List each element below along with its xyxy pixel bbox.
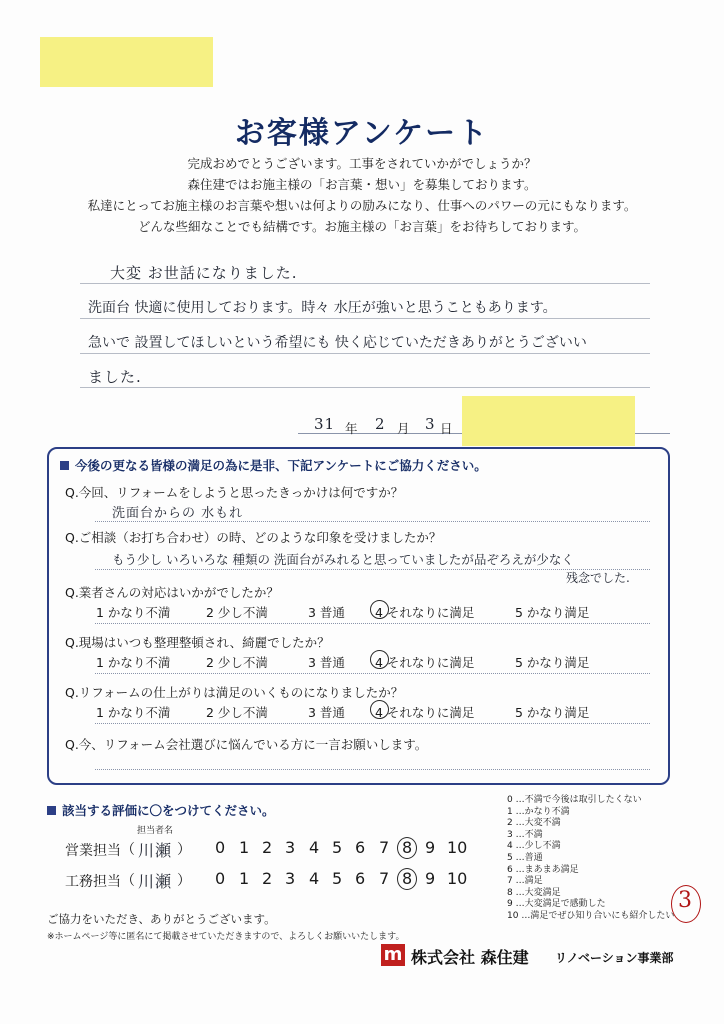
intro-line: どんな些細なことでも結構です。お施主様の「お言葉」をお待ちしております。 — [137, 219, 586, 234]
answer-2-line-1: もう少し いろいろな 種類の 洗面台がみれると思っていましたが品ぞろえが少なく — [112, 552, 574, 567]
option-5[interactable]: 5 かなり満足 — [515, 705, 590, 720]
scale-digit[interactable]: 10 — [447, 869, 468, 888]
option-3[interactable]: 3 普通 — [308, 705, 345, 720]
option-4[interactable]: 4 それなりに満足 — [375, 705, 475, 720]
sales-scale — [215, 838, 475, 860]
sticky-note-name — [462, 396, 635, 446]
comment-rule — [80, 283, 650, 284]
comment-line: 急いで 設置してほしいという希望にも 快く応じていただきありがとうございい — [88, 335, 587, 351]
scale-digit[interactable]: 1 — [239, 838, 250, 857]
question-6: Q.今、リフォーム会社選びに悩んでいる方に一言お願いします。 — [65, 737, 428, 752]
intro-line: 森住建ではお施主様の「お言葉・想い」を募集しております。 — [187, 177, 537, 192]
answer-line — [95, 521, 650, 522]
staff-name: 川瀬 — [138, 872, 173, 891]
rating-heading-text: 該当する評価に〇をつけてください。 — [62, 803, 275, 818]
date-day: 3 — [425, 415, 436, 433]
person-label: 担当者名 — [137, 826, 174, 836]
paren-open: （ — [121, 842, 135, 858]
scale-digit[interactable]: 2 — [262, 838, 273, 857]
date-year-label: 年 — [345, 421, 358, 436]
survey-heading-text: 今後の更なる皆様の満足の為に是非、下記アンケートにご協力ください。 — [75, 458, 487, 473]
options-line — [95, 723, 650, 724]
sticky-note-top — [40, 37, 213, 87]
paren-open: （ — [121, 873, 135, 889]
legend-item: 7 …満足 — [507, 876, 543, 887]
rating-heading — [47, 801, 275, 819]
legend-item: 2 …大変不満 — [507, 818, 561, 829]
rating-legend — [507, 795, 674, 923]
intro-line: 完成おめでとうございます。工事をされていかがでしょうか？ — [187, 156, 537, 171]
scale-digit[interactable]: 3 — [285, 838, 296, 857]
selected-option-circle — [370, 700, 389, 719]
selected-rating-circle — [397, 868, 417, 890]
option-4[interactable]: 4 それなりに満足 — [375, 655, 475, 670]
comment-rule — [80, 353, 650, 354]
answer-1: 洗面台からの 水もれ — [112, 506, 244, 521]
option-2[interactable]: 2 少し不満 — [206, 605, 268, 620]
question-4: Q.現場はいつも整理整頓され、綺麗でしたか？ — [65, 635, 330, 650]
question-2: Q.ご相談（お打ち合わせ）の時、どのような印象を受けましたか？ — [65, 530, 442, 545]
staff-name: 川瀬 — [138, 841, 173, 860]
selected-option-circle — [370, 600, 389, 619]
legend-item: 10 …満足でぜひ知り合いにも紹介したい — [507, 910, 675, 921]
question-1: Q.今回、リフォームをしようと思ったきっかけは何ですか？ — [65, 485, 404, 500]
legend-item: 6 …まあまあ満足 — [507, 864, 579, 875]
scale-digit[interactable]: 6 — [355, 869, 366, 888]
legend-item: 4 …少し不満 — [507, 841, 561, 852]
paren-close: ） — [177, 873, 191, 889]
intro-line: 私達にとってお施主様のお言葉や想いは何よりの励みになり、仕事へのパワーの元にもなります。 — [87, 198, 637, 213]
scale-digit[interactable]: 4 — [309, 869, 320, 888]
scale-digit[interactable]: 5 — [332, 869, 343, 888]
options-line — [95, 673, 650, 674]
comment-rule — [80, 387, 650, 388]
thanks-text: ご協力をいただき、ありがとうございます。 — [47, 912, 276, 926]
department-name: リノベーション事業部 — [555, 951, 674, 965]
scale-digit[interactable]: 0 — [215, 869, 226, 888]
survey-heading — [60, 456, 487, 474]
scale-digit[interactable]: 7 — [379, 869, 390, 888]
paren-close: ） — [177, 842, 191, 858]
legend-item: 9 …大変満足で感動した — [507, 899, 606, 910]
legend-item: 5 …普通 — [507, 852, 543, 863]
date-year: 31 — [314, 415, 336, 433]
scale-digit[interactable]: 3 — [285, 869, 296, 888]
scale-digit[interactable]: 9 — [425, 869, 436, 888]
rating-row-label: 営業担当 — [65, 843, 121, 859]
answer-line — [95, 769, 650, 770]
option-2[interactable]: 2 少し不満 — [206, 655, 268, 670]
question-3: Q.業者さんの対応はいかがでしたか？ — [65, 585, 279, 600]
selected-rating-circle — [397, 837, 417, 859]
construction-scale — [215, 869, 475, 891]
corner-mark: 3 — [678, 888, 693, 913]
answer-2-line-2: 残念でした. — [566, 571, 630, 585]
square-bullet-icon — [60, 461, 69, 470]
scale-digit[interactable]: 8 — [402, 838, 413, 857]
scale-digit[interactable]: 4 — [309, 838, 320, 857]
legend-item: 0 …不満で今後は取引したくない — [507, 795, 642, 805]
date-day-label: 日 — [440, 421, 453, 436]
date-month: 2 — [375, 415, 386, 433]
option-5[interactable]: 5 かなり満足 — [515, 655, 590, 670]
scale-digit[interactable]: 2 — [262, 869, 273, 888]
page-title: お客様アンケート — [234, 116, 490, 151]
selected-option-circle — [370, 650, 389, 669]
scale-digit[interactable]: 7 — [379, 838, 390, 857]
scale-digit[interactable]: 8 — [402, 869, 413, 888]
option-3[interactable]: 3 普通 — [308, 605, 345, 620]
option-1[interactable]: 1 かなり不満 — [96, 705, 171, 720]
scale-digit[interactable]: 0 — [215, 838, 226, 857]
note-text: ※ホームページ等に匿名にて掲載させていただきますので、よろしくお願いいたします。 — [47, 932, 405, 942]
rating-row-label: 工務担当 — [65, 874, 121, 890]
square-bullet-icon — [47, 806, 56, 815]
option-1[interactable]: 1 かなり不満 — [96, 605, 171, 620]
scale-digit[interactable]: 6 — [355, 838, 366, 857]
option-3[interactable]: 3 普通 — [308, 655, 345, 670]
option-4[interactable]: 4 それなりに満足 — [375, 605, 475, 620]
option-1[interactable]: 1 かなり不満 — [96, 655, 171, 670]
scale-digit[interactable]: 9 — [425, 838, 436, 857]
option-5[interactable]: 5 かなり満足 — [515, 605, 590, 620]
options-line — [95, 623, 650, 624]
comment-line: 大変 お世話になりました. — [110, 264, 298, 282]
legend-item: 3 …不満 — [507, 829, 543, 840]
question-5: Q.リフォームの仕上がりは満足のいくものになりましたか？ — [65, 685, 404, 700]
legend-item: 8 …大変満足 — [507, 887, 561, 898]
legend-item: 1 …かなり不満 — [507, 806, 570, 817]
company-logo: m — [381, 944, 405, 966]
company-name: 株式会社 森住建 — [411, 948, 529, 967]
comment-line: 洗面台 快適に使用しております。時々 水圧が強いと思うこともあります。 — [88, 300, 557, 316]
scale-digit[interactable]: 1 — [239, 869, 250, 888]
option-2[interactable]: 2 少し不満 — [206, 705, 268, 720]
date-month-label: 月 — [397, 421, 410, 436]
comment-rule — [80, 318, 650, 319]
scale-digit[interactable]: 5 — [332, 838, 343, 857]
scale-digit[interactable]: 10 — [447, 838, 468, 857]
corner-mark-circle — [671, 885, 701, 923]
comment-line: ました. — [88, 368, 142, 386]
